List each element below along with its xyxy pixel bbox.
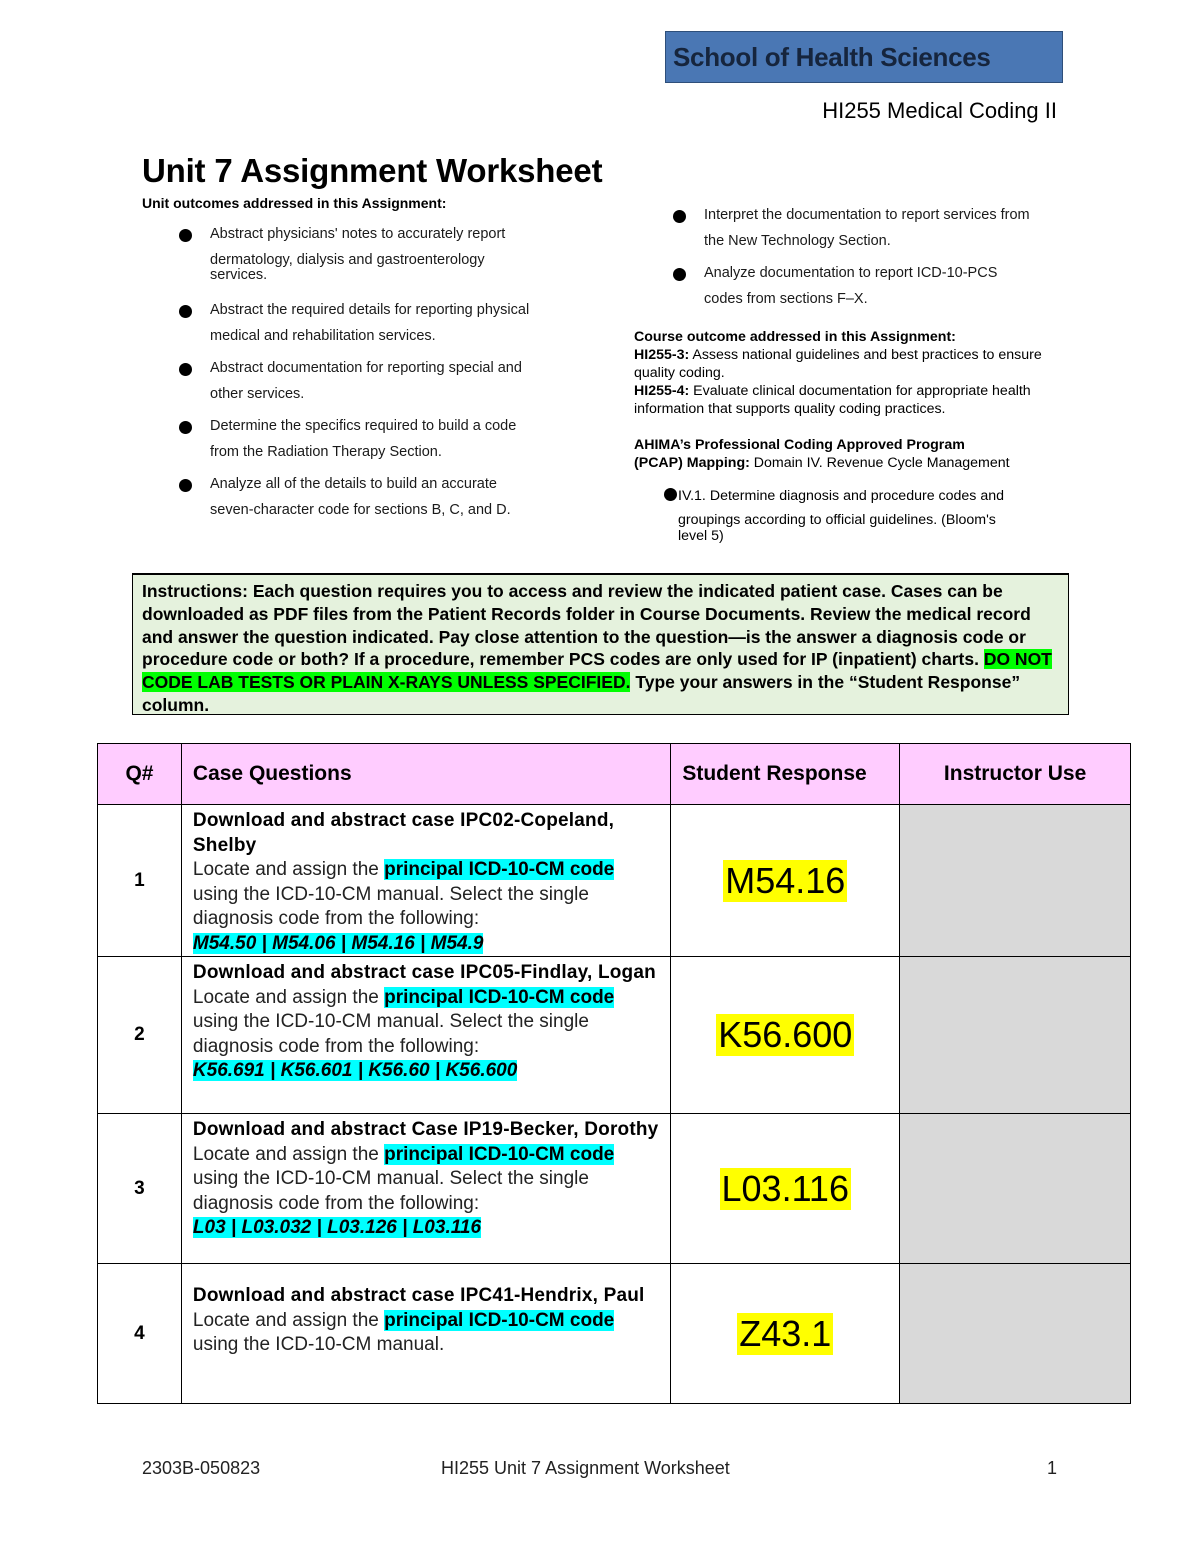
bullet-icon xyxy=(179,421,192,434)
instructor-use-cell xyxy=(900,1114,1131,1264)
page-title: Unit 7 Assignment Worksheet xyxy=(142,152,603,189)
instructor-use-cell xyxy=(900,957,1131,1114)
table-row xyxy=(98,957,1131,1114)
bullet-icon xyxy=(179,363,192,376)
answer-choices: L03 | L03.032 | L03.126 | L03.116 xyxy=(192,1217,482,1238)
instructions-text: Instructions: Each question requires you to access and review the indicated patient case. Cases can be downloaded as PDF files from the Patient Records folder in Course Documents. Review the medical record and answer the question indicated. Pay close attention to the question—is the answer a diagnosis code or procedure code or both? If a procedure, remember PCS codes are only used for IP (inpatient) charts. xyxy=(142,581,1031,670)
table-header-row xyxy=(98,744,1131,805)
header-instructor-use: Instructor Use xyxy=(900,744,1131,805)
outcome-item: Abstract documentation for reporting special and other services. xyxy=(210,360,522,402)
bullet-icon xyxy=(179,479,192,492)
header-q: Q# xyxy=(98,744,182,805)
school-banner xyxy=(665,31,1063,83)
answer-choices: M54.50 | M54.06 | M54.16 | M54.9 xyxy=(192,932,484,954)
bullet-icon xyxy=(673,210,686,223)
footer-page-number: 1 xyxy=(1047,1458,1058,1478)
question-number: 4 xyxy=(98,1264,182,1404)
student-response-cell[interactable] xyxy=(671,1114,900,1264)
instructor-use-cell xyxy=(900,805,1131,957)
question-cell: Download and abstract case IPC02-Copeland, Shelby Locate and assign the principal ICD-10-CM code using the ICD-10-CM manual. Select the single diagnosis code from the following: M54.50 | M54.06 | M54.16 | M54.9 xyxy=(181,805,670,957)
bullet-icon xyxy=(664,488,677,501)
student-answer: Z43.1 xyxy=(739,1312,832,1354)
header-student-response: Student Response xyxy=(671,744,900,805)
table-row xyxy=(98,1114,1131,1264)
table-row xyxy=(98,1264,1131,1404)
outcome-item: Abstract the required details for reporting physical medical and rehabilitation services. xyxy=(210,302,530,344)
table-row xyxy=(98,805,1131,957)
outcome-item: Analyze all of the details to build an accurate seven-character code for sections B, C, and D. xyxy=(210,476,511,518)
cases-table xyxy=(97,743,1131,1404)
student-response-cell[interactable] xyxy=(671,957,900,1114)
course-outcomes xyxy=(634,328,1054,418)
course-outcome-item: HI255-3: Assess national guidelines and best practices to ensure quality coding. xyxy=(634,347,1042,381)
question-cell: Download and abstract Case IP19-Becker, Dorothy Locate and assign the principal ICD-10-CM code using the ICD-10-CM manual. Select the single diagnosis code from the following: L03 | L03.032 | L03.126 | L03.116 xyxy=(181,1114,670,1264)
question-number: 3 xyxy=(98,1114,182,1264)
student-answer: K56.600 xyxy=(718,1014,853,1055)
footer-doc-id: 2303B-050823 xyxy=(142,1458,261,1478)
course-outcomes-label: Course outcome addressed in this Assignment: xyxy=(634,329,956,345)
question-number: 1 xyxy=(98,805,182,957)
ahima-item: IV.1. Determine diagnosis and procedure codes and groupings according to official guidelines. (Bloom's level 5) xyxy=(678,488,1004,544)
student-response-cell[interactable] xyxy=(671,805,900,957)
course-outcome-item: HI255-4: Evaluate clinical documentation for appropriate health information that supports quality coding practices. xyxy=(634,383,1031,417)
outcome-item: Determine the specifics required to build a code from the Radiation Therapy Section. xyxy=(210,418,517,460)
instructions-warning: DO NOT CODE LAB TESTS OR PLAIN X-RAYS UNLESS SPECIFIED. xyxy=(142,649,1052,693)
bullet-icon xyxy=(179,305,192,318)
footer-title: HI255 Unit 7 Assignment Worksheet xyxy=(441,1458,730,1478)
student-answer: M54.16 xyxy=(725,859,846,901)
student-response-cell[interactable] xyxy=(671,1264,900,1404)
instructions-after: Type your answers in the “Student Response” column. xyxy=(142,672,1021,715)
answer-choices: K56.691 | K56.601 | K56.60 | K56.600 xyxy=(192,1060,518,1081)
student-answer: L03.116 xyxy=(721,1167,849,1209)
bullet-icon xyxy=(179,229,192,242)
question-cell: Download and abstract case IPC41-Hendrix, Paul Locate and assign the principal ICD-10-CM code using the ICD-10-CM manual. xyxy=(181,1264,670,1404)
question-cell: Download and abstract case IPC05-Findlay, Logan Locate and assign the principal ICD-10-CM code using the ICD-10-CM manual. Select the single diagnosis code from the following: K56.691 | K56.601 | K56.60 | K56.600 xyxy=(181,957,670,1114)
course-title: HI255 Medical Coding II xyxy=(822,98,1057,123)
outcome-item: Abstract physicians' notes to accurately report dermatology, dialysis and gastroenterology services. xyxy=(210,226,506,283)
outcome-item: Analyze documentation to report ICD-10-PCS codes from sections F–X. xyxy=(704,265,998,307)
instructor-use-cell xyxy=(900,1264,1131,1404)
bullet-icon xyxy=(673,268,686,281)
instructions-box xyxy=(132,573,1069,715)
ahima-mapping: AHIMA’s Professional Coding Approved Program (PCAP) Mapping: Domain IV. Revenue Cycle Management xyxy=(634,437,1010,471)
school-name: School of Health Sciences xyxy=(673,42,991,72)
unit-outcomes-label: Unit outcomes addressed in this Assignment: xyxy=(142,195,447,211)
question-number: 2 xyxy=(98,957,182,1114)
header-case-questions: Case Questions xyxy=(181,744,670,805)
outcome-item: Interpret the documentation to report services from the New Technology Section. xyxy=(704,207,1030,249)
